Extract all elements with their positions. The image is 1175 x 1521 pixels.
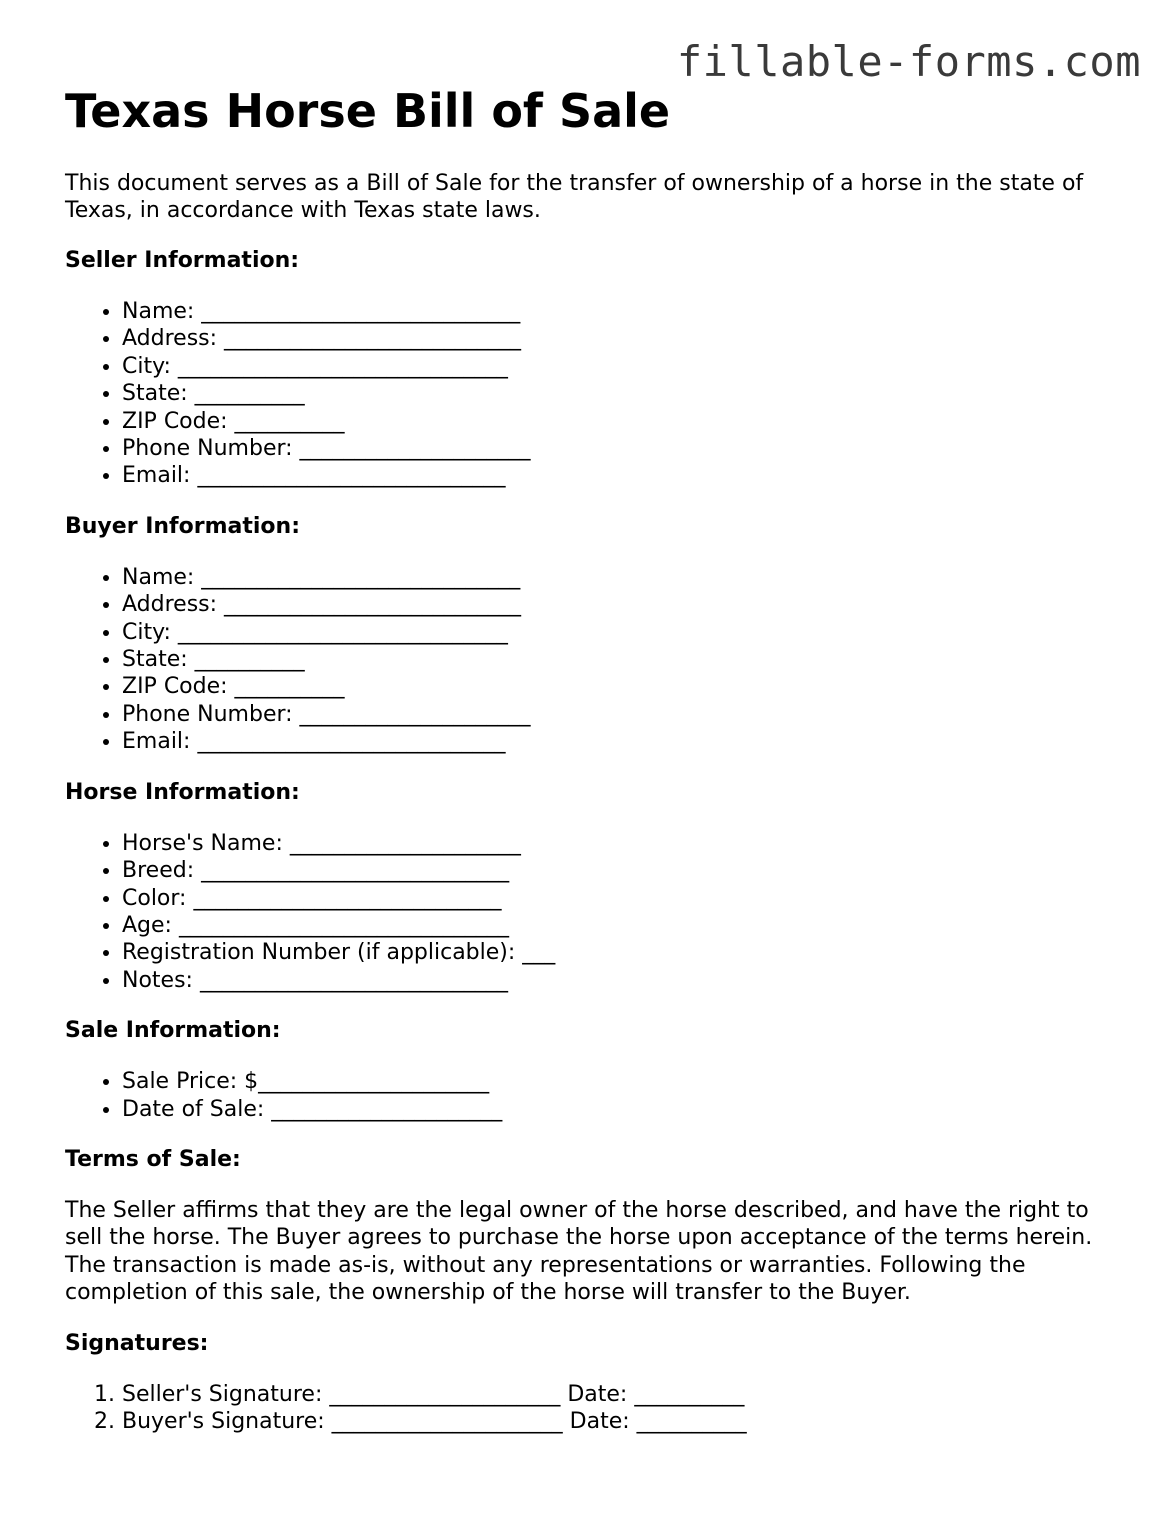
buyer-address-field[interactable]: • Address: ___________________________ [122,591,1125,618]
buyer-signature-line[interactable]: 2. Buyer's Signature: _____________________ Date: __________ [122,1408,1125,1435]
seller-heading: Seller Information: [65,248,300,273]
horse-breed-field[interactable]: • Breed: ____________________________ [122,857,1125,884]
seller-email-field[interactable]: • Email: ____________________________ [122,462,1125,489]
seller-signature-line[interactable]: 1. Seller's Signature: _____________________ Date: __________ [122,1381,1125,1408]
seller-city-field[interactable]: • City: ______________________________ [122,353,1125,380]
sale-field-list [65,1068,1125,1123]
horse-heading: Horse Information: [65,779,300,805]
buyer-name-field[interactable]: • Name: _____________________________ [122,564,1125,591]
watermark: fillable-forms.com [676,37,1141,86]
buyer-zip-field[interactable]: • ZIP Code: __________ [122,673,1125,700]
seller-address-field[interactable]: • Address: ___________________________ [122,325,1125,352]
seller-field-list [65,298,1125,490]
buyer-state-field[interactable]: • State: __________ [122,646,1125,673]
terms-heading: Terms of Sale: [65,1146,241,1172]
terms-paragraph: The Seller affirms that they are the legal owner of the horse described, and have the right to sell the horse. The Buyer agrees to purchase the horse upon acceptance of the terms herein. The transaction is made as-is, without any representations or warranties. Following the completion of this sale, the ownership of the horse will transfer to the Buyer. [65,1197,1093,1306]
seller-phone-field[interactable]: • Phone Number: _____________________ [122,435,1125,462]
buyer-phone-field[interactable]: • Phone Number: _____________________ [122,701,1125,728]
page-title: Texas Horse Bill of Sale [65,84,671,138]
buyer-city-field[interactable]: • City: ______________________________ [122,619,1125,646]
horse-notes-field[interactable]: • Notes: ____________________________ [122,967,1125,994]
sale-date-field[interactable]: • Date of Sale: _____________________ [122,1096,1125,1123]
buyer-email-field[interactable]: • Email: ____________________________ [122,728,1125,755]
intro-paragraph: This document serves as a Bill of Sale for the transfer of ownership of a horse in the state of Texas, in accordance with Texas state laws. [65,171,1084,223]
signature-list [65,1381,1125,1436]
document [65,80,1125,1435]
seller-name-field[interactable]: • Name: _____________________________ [122,298,1125,325]
signatures-heading: Signatures: [65,1330,209,1356]
seller-zip-field[interactable]: • ZIP Code: __________ [122,408,1125,435]
horse-color-field[interactable]: • Color: ____________________________ [122,885,1125,912]
horse-name-field[interactable]: • Horse's Name: _____________________ [122,830,1125,857]
sale-price-field[interactable]: • Sale Price: $_____________________ [122,1068,1125,1095]
seller-state-field[interactable]: • State: __________ [122,380,1125,407]
horse-field-list [65,830,1125,994]
sale-heading: Sale Information: [65,1018,281,1044]
horse-registration-field[interactable]: • Registration Number (if applicable): ___ [122,939,1125,966]
buyer-heading: Buyer Information: [65,513,300,539]
buyer-field-list [65,564,1125,756]
horse-age-field[interactable]: • Age: ______________________________ [122,912,1125,939]
